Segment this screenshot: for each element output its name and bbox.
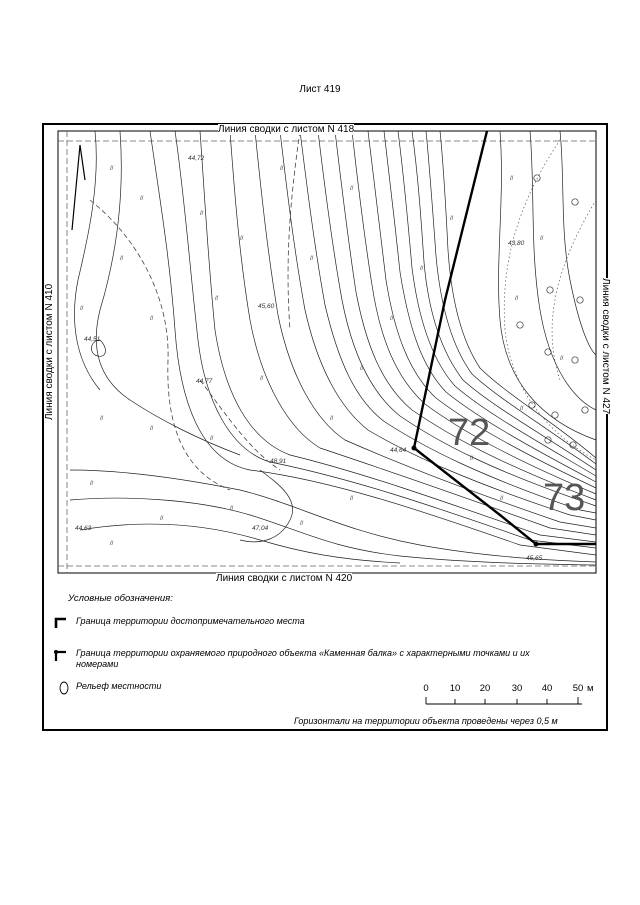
svg-text://: // xyxy=(120,256,124,262)
svg-text://: // xyxy=(280,166,284,172)
north-arrow-icon xyxy=(72,145,85,230)
svg-text://: // xyxy=(90,481,94,487)
svg-text://: // xyxy=(310,256,314,262)
svg-text://: // xyxy=(390,316,394,322)
svg-text://: // xyxy=(110,166,114,172)
elevation-label: 44,51 xyxy=(84,336,101,343)
svg-text://: // xyxy=(200,211,204,217)
elevation-label: 45,65 xyxy=(526,555,543,562)
scale-tick-label: 0 xyxy=(423,683,429,694)
elevation-label: 44,72 xyxy=(188,155,205,162)
svg-text://: // xyxy=(330,416,334,422)
scale-tick-label: 30 xyxy=(511,683,523,694)
svg-text://: // xyxy=(540,236,544,242)
elevation-label: 43,80 xyxy=(508,240,525,247)
scale-tick-label: 10 xyxy=(449,683,461,694)
summary-label-bottom: Линия сводки с листом N 420 xyxy=(216,573,353,584)
svg-text://: // xyxy=(510,176,514,182)
contour-lines xyxy=(70,131,596,565)
svg-text://: // xyxy=(150,316,154,322)
svg-text://: // xyxy=(350,186,354,192)
svg-text://: // xyxy=(350,496,354,502)
scale-tick-label: 40 xyxy=(541,683,553,694)
svg-text://: // xyxy=(160,516,164,522)
svg-text://: // xyxy=(450,216,454,222)
scale-tick-label: 50 xyxy=(572,683,584,694)
elevation-label: 47,04 xyxy=(252,525,269,532)
sheet-title: Лист 419 xyxy=(299,84,341,95)
summary-label-right: Линия сводки с листом N 427 xyxy=(600,278,611,415)
scale-tick-label: 20 xyxy=(479,683,491,694)
contour-interval-note: Горизонтали на территории объекта проведены через 0,5 м xyxy=(294,716,558,726)
svg-text://: // xyxy=(470,456,474,462)
svg-text://: // xyxy=(240,236,244,242)
svg-text://: // xyxy=(230,506,234,512)
svg-text://: // xyxy=(100,416,104,422)
elevation-label: 44,63 xyxy=(75,525,92,532)
svg-text://: // xyxy=(300,521,304,527)
svg-text://: // xyxy=(140,196,144,202)
boundary-protected-object-icon xyxy=(56,652,66,661)
elevation-label: 48,91 xyxy=(270,458,287,465)
scale-bar xyxy=(426,697,582,704)
boundary-point-icon xyxy=(54,650,58,654)
summary-label-top: Линия сводки с листом N 418 xyxy=(218,124,355,135)
svg-text://: // xyxy=(110,541,114,547)
svg-text://: // xyxy=(420,266,424,272)
summary-label-left: Линия сводки с листом N 410 xyxy=(44,283,55,420)
legend-title: Условные обозначения: xyxy=(68,593,173,604)
scale-unit: м xyxy=(587,683,594,694)
svg-text://: // xyxy=(515,296,519,302)
vegetation-marks xyxy=(80,166,564,547)
legend-item-attraction: Граница территории достопримечательного места xyxy=(76,616,305,626)
svg-text://: // xyxy=(150,426,154,432)
svg-text://: // xyxy=(360,366,364,372)
point-number-72: 72 xyxy=(448,412,491,454)
svg-text://: // xyxy=(560,356,564,362)
svg-text://: // xyxy=(210,436,214,442)
boundary-attraction-icon xyxy=(56,619,66,628)
legend-item-relief: Рельеф местности xyxy=(76,681,162,691)
elevation-label: 45,60 xyxy=(258,303,275,310)
svg-text://: // xyxy=(80,306,84,312)
svg-text://: // xyxy=(215,296,219,302)
svg-text://: // xyxy=(500,496,504,502)
svg-text://: // xyxy=(520,406,524,412)
elevation-label: 44,64 xyxy=(390,447,407,454)
relief-icon xyxy=(60,682,68,694)
legend-item-protected-object: Граница территории охраняемого природного объекта «Каменная балка» с характерными точками и их номерами xyxy=(76,648,530,669)
svg-text://: // xyxy=(260,376,264,382)
elevation-label: 44,77 xyxy=(196,378,213,385)
boundary-point-72 xyxy=(412,446,417,451)
point-number-73: 73 xyxy=(543,477,586,519)
boundary-point-73 xyxy=(534,542,539,547)
